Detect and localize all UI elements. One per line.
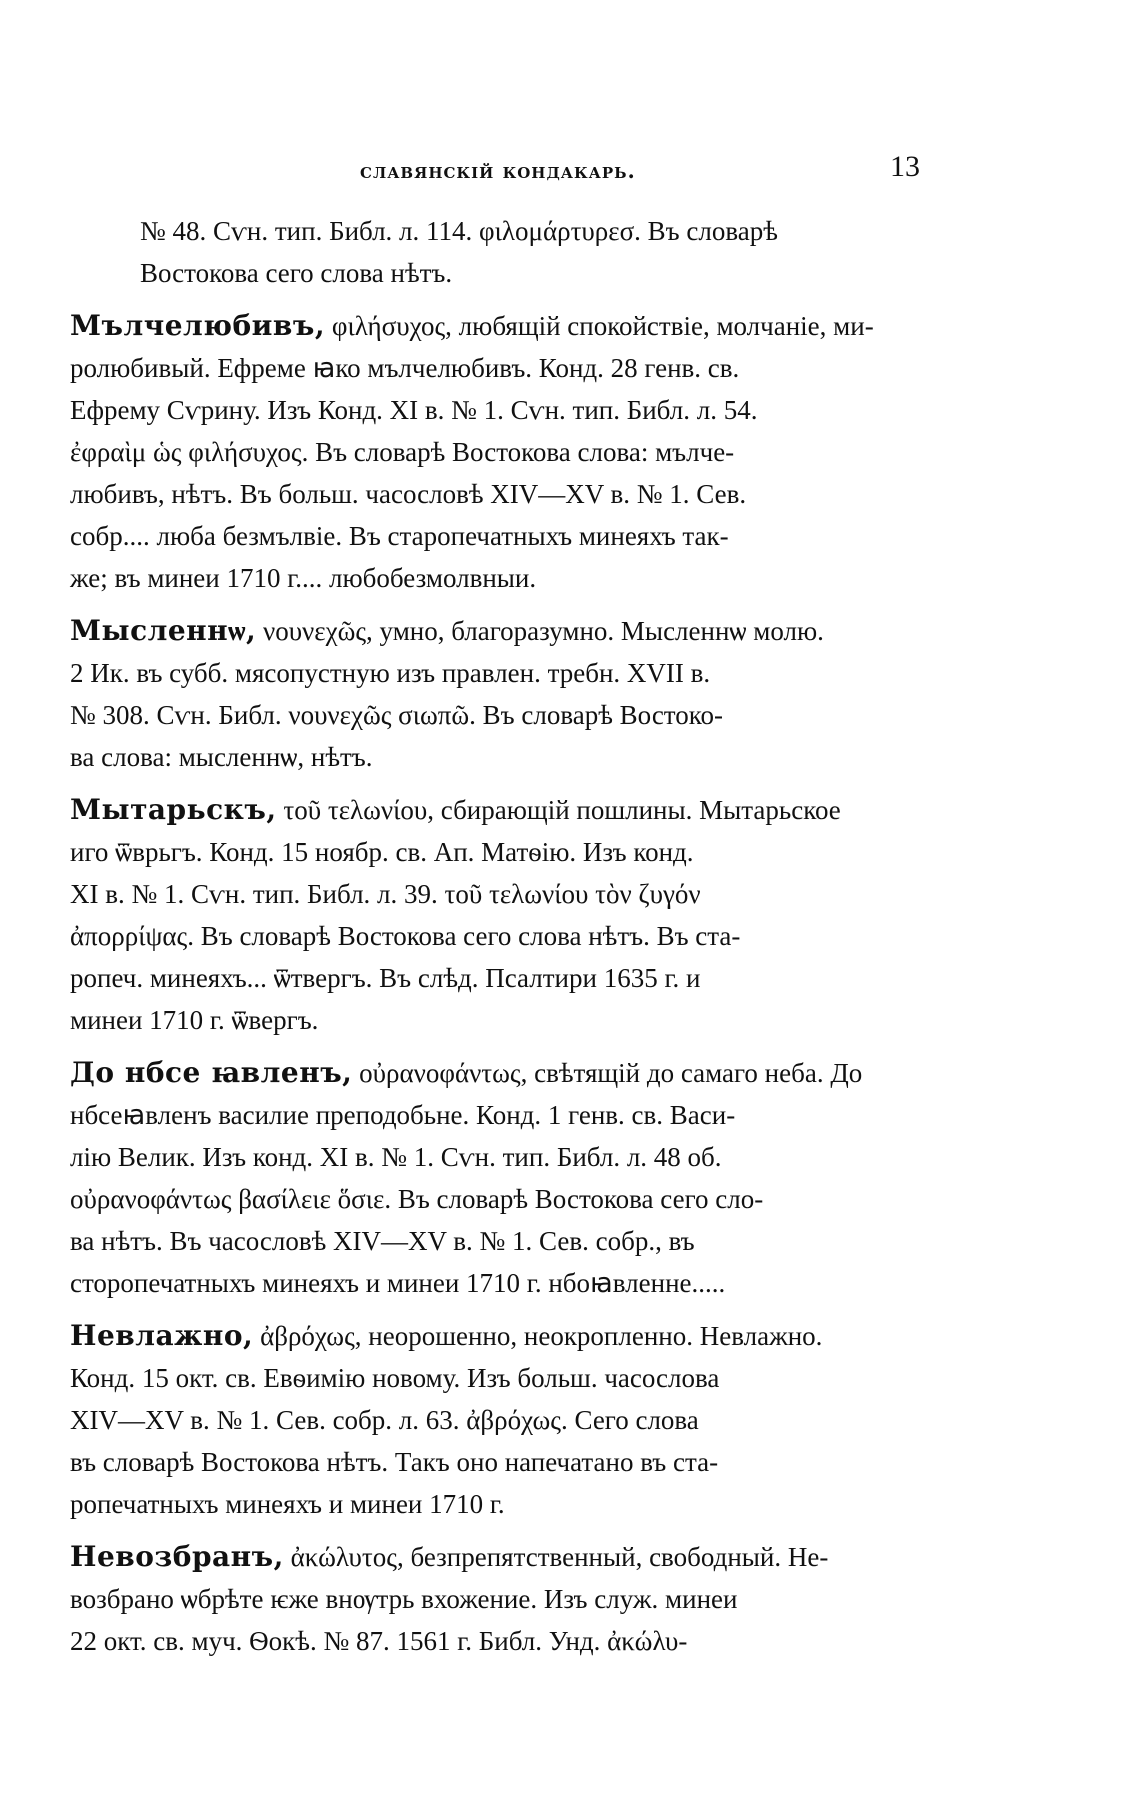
dictionary-entry (70, 305, 920, 599)
text-line: иго ѿврьгъ. Конд. 15 ноябр. св. Ап. Матѳію. Изъ конд. (70, 837, 694, 867)
text-line: нбсеꙗвленъ василие преподобьне. Конд. 1 генв. св. Васи- (70, 1100, 736, 1130)
headword: До нбсе ꙗвленъ, (70, 1056, 353, 1089)
page-number: 13 (890, 150, 920, 183)
text-line: ролюбивый. Ефреме ꙗко мълчелюбивъ. Конд. 28 генв. св. (70, 353, 740, 383)
text-line: ропеч. минеяхъ... ѿтвергъ. Въ слѣд. Псалтири 1635 г. и (70, 963, 701, 993)
headword: Мысленнѡ, (70, 614, 257, 647)
text-line: № 308. Сѵн. Библ. νουνεχῶς σιωπῶ. Въ словарѣ Востоко- (70, 700, 723, 730)
headword: Мълчелюбивъ, (70, 309, 326, 342)
text-line: лію Велик. Изъ конд. XI в. № 1. Сѵн. тип. Библ. л. 48 об. (70, 1142, 722, 1172)
text-line: минеи 1710 г. ѿвергъ. (70, 1005, 319, 1035)
text-line: возбрано ѡбрѣте ѥже внѹтрь вхожение. Изъ служ. минеи (70, 1584, 738, 1614)
text-line: ἐφραὶμ ὡς φιλήσυχος. Въ словарѣ Востокова слова: мълче- (70, 437, 735, 467)
text-line: любивъ, нѣтъ. Въ больш. часословѣ XIV—XV в. № 1. Сев. (70, 479, 747, 509)
definition-start: νουνεχῶς, умно, благоразумно. Мысленнѡ молю. (256, 616, 824, 646)
page-header (140, 150, 920, 186)
continued-entry (70, 210, 920, 294)
dictionary-entry (70, 789, 920, 1041)
text-line: XIV—XV в. № 1. Сев. собр. л. 63. ἀβρόχως. Сего слова (70, 1405, 699, 1435)
definition-start: ἀκώλυτος, безпрепятственный, свободный. Не- (283, 1542, 829, 1572)
definition-start: φιλήσυχος, любящій спокойствіе, молчаніе, ми- (325, 311, 874, 341)
dictionary-entry (70, 1536, 920, 1662)
entry-first-line (70, 1536, 920, 1578)
entry-first-line (70, 305, 920, 347)
dictionary-entry (70, 610, 920, 778)
running-head: славянскій кондакарь. (360, 158, 636, 183)
headword: Невлажно, (70, 1319, 254, 1352)
text-line: XI в. № 1. Сѵн. тип. Библ. л. 39. τοῦ τελωνίου τὸν ζυγόν (70, 879, 701, 909)
headword: Невозбранъ, (70, 1540, 284, 1573)
text-line: ропечатныхъ минеяхъ и минеи 1710 г. (70, 1489, 505, 1519)
definition-start: οὐρανοφάντως, свѣтящій до самаго неба. До (352, 1058, 863, 1088)
text-line: сторопечатныхъ минеяхъ и минеи 1710 г. нбоꙗвленне..... (70, 1268, 726, 1298)
text-line: Ефрему Сѵрину. Изъ Конд. XI в. № 1. Сѵн. тип. Библ. л. 54. (70, 395, 758, 425)
text-line: собр.... люба безмълвіе. Въ старопечатныхъ минеяхъ так- (70, 521, 729, 551)
text-line: ва слова: мысленнѡ, нѣтъ. (70, 742, 373, 772)
text-line: ва нѣтъ. Въ часословѣ XIV—XV в. № 1. Сев. собр., въ (70, 1226, 695, 1256)
dictionary-entry (70, 1052, 920, 1304)
dictionary-body (70, 210, 920, 1673)
definition-start: ἀβρόχως, неорошенно, неокропленно. Невлажно. (253, 1321, 823, 1351)
text-line: 2 Ик. въ субб. мясопустную изъ правлен. требн. XVII в. (70, 658, 711, 688)
entry-first-line (70, 1315, 920, 1357)
text-line: Конд. 15 окт. св. Евѳимію новому. Изъ больш. часослова (70, 1363, 720, 1393)
definition-start: τοῦ τελωνίου, сбирающій пошлины. Мытарьское (276, 795, 841, 825)
headword: Мытарьскъ, (70, 793, 277, 826)
text-line: ἀπορρίψας. Въ словарѣ Востокова сего слова нѣтъ. Въ ста- (70, 921, 741, 951)
entry-first-line (70, 1052, 920, 1094)
entry-first-line (70, 610, 920, 652)
text-line: Востокова сего слова нѣтъ. (140, 258, 453, 288)
entry-first-line (70, 789, 920, 831)
text-line: въ словарѣ Востокова нѣтъ. Такъ оно напечатано въ ста- (70, 1447, 719, 1477)
text-line: же; въ минеи 1710 г.... любобезмолвныи. (70, 563, 537, 593)
text-line: 22 окт. св. муч. Ѳокѣ. № 87. 1561 г. Библ. Унд. ἀκώλυ- (70, 1626, 688, 1656)
dictionary-entry (70, 1315, 920, 1525)
text-line: οὐρανοφάντως βασίλειε ὅσιε. Въ словарѣ Востокова сего сло- (70, 1184, 764, 1214)
text-line: № 48. Сѵн. тип. Библ. л. 114. φιλομάρτυρεσ. Въ словарѣ (140, 216, 778, 246)
